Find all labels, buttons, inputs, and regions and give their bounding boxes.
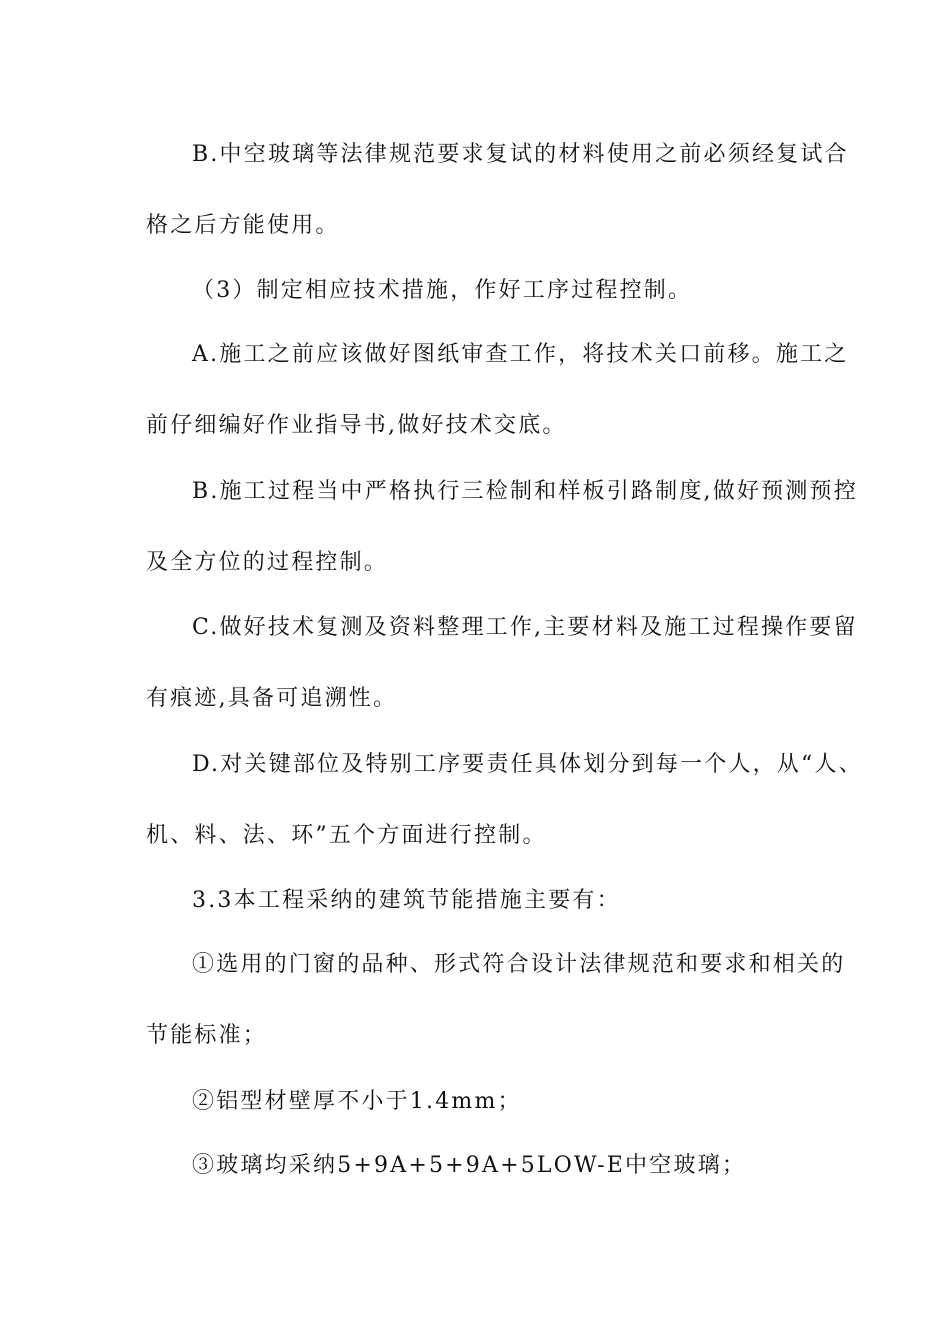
list-item: ②铝型材壁厚不小于1.4mm； — [192, 1089, 522, 1114]
paragraph-line: B.施工过程当中严格执行三检制和样板引路制度,做好预测预控 — [192, 479, 858, 504]
section-heading: 3.3本工程采纳的建筑节能措施主要有： — [192, 888, 621, 913]
section-heading: （3）制定相应技术措施，作好工序过程控制。 — [192, 278, 693, 303]
paragraph-line: A.施工之前应该做好图纸审查工作，将技术关口前移。施工之 — [192, 342, 849, 367]
list-item-continuation: 节能标准； — [146, 1023, 268, 1048]
paragraph-line: 有痕迹,具备可追溯性。 — [146, 686, 398, 711]
paragraph-line: D.对关键部位及特别工序要责任具体划分到每一个人，从“人、 — [192, 752, 863, 777]
paragraph-line: C.做好技术复测及资料整理工作,主要材料及施工过程操作要留 — [192, 615, 858, 640]
paragraph-line: 机、料、法、环”五个方面进行控制。 — [146, 823, 547, 848]
paragraph-line: 及全方位的过程控制。 — [146, 550, 389, 575]
paragraph-line: B.中空玻璃等法律规范要求复试的材料使用之前必须经复试合 — [192, 142, 849, 167]
list-item: ①选用的门窗的品种、形式符合设计法律规范和要求和相关的 — [192, 952, 846, 977]
list-item: ③玻璃均采纳5+9A+5+9A+5LOW-E中空玻璃； — [192, 1153, 747, 1178]
paragraph-line: 格之后方能使用。 — [146, 213, 340, 238]
paragraph-line: 前仔细编好作业指导书,做好技术交底。 — [146, 413, 567, 438]
